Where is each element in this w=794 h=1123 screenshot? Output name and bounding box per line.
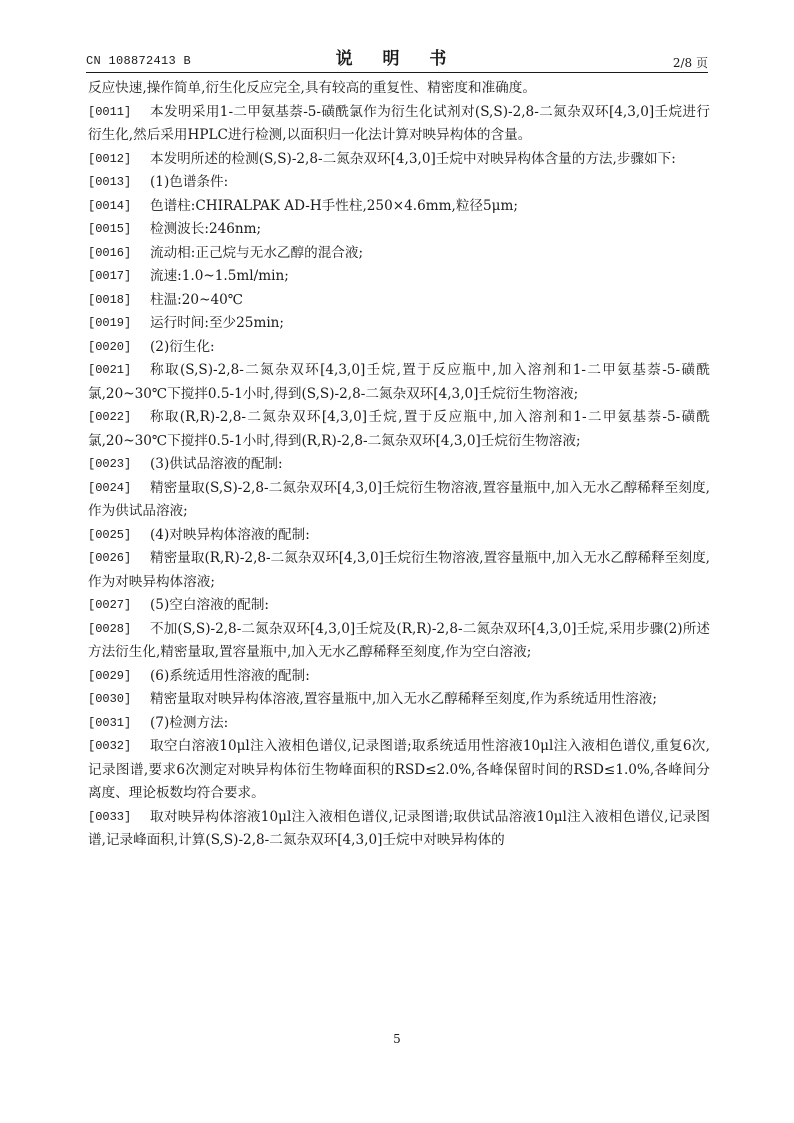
paragraph-code: [0025]	[88, 527, 132, 542]
paragraph-0022	[88, 406, 710, 453]
page-header	[86, 44, 708, 74]
paragraph-text: 流速:1.0~1.5ml/min;	[150, 268, 289, 284]
paragraph-0025	[88, 524, 710, 548]
paragraph-0031	[88, 712, 710, 736]
paragraph-0030	[88, 688, 710, 712]
paragraph-text: 运行时间:至少25min;	[150, 315, 285, 331]
paragraph-text: 精密量取(R,R)-2,8-二氮杂双环[4,3,0]壬烷衍生物溶液,置容量瓶中,加入无水乙醇稀释至刻度,作为对映异构体溶液;	[88, 550, 710, 590]
paragraph-0017	[88, 265, 710, 289]
paragraph-0026	[88, 547, 710, 594]
paragraph-code: [0017]	[88, 269, 132, 283]
paragraph-text: 称取(R,R)-2,8-二氮杂双环[4,3,0]壬烷,置于反应瓶中,加入溶剂和1-二甲氨基萘-5-磺酰氯,20~30℃下搅拌0.5-1小时,得到(R,R)-2,8-二氮杂双环[4,3,0]壬烷衍生物溶液;	[88, 409, 710, 449]
paragraph-text: (7)检测方法:	[150, 714, 229, 731]
paragraph-0016	[88, 242, 710, 266]
paragraph-text: 流动相:正己烷与无水乙醇的混合液;	[150, 244, 364, 261]
paragraph-code: [0011]	[88, 104, 132, 119]
paragraph-code: [0022]	[88, 410, 132, 424]
paragraph-0019	[88, 312, 710, 336]
page-number: 5	[393, 1032, 401, 1046]
paragraph-text: 本发明采用1-二甲氨基萘-5-磺酰氯作为衍生化试剂对(S,S)-2,8-二氮杂双环[4,3,0]壬烷进行衍生化,然后采用HPLC进行检测,以面积归一化法计算对映异构体的含量。	[88, 103, 710, 143]
paragraph-text: 本发明所述的检测(S,S)-2,8-二氮杂双环[4,3,0]壬烷中对映异构体含量的方法,步骤如下:	[150, 150, 676, 167]
paragraph-code: [0027]	[88, 598, 132, 612]
paragraph-0033	[88, 806, 710, 853]
paragraph-text: 取空白溶液10μl注入液相色谱仪,记录图谱;取系统适用性溶液10μl注入液相色谱仪,重复6次,记录图谱,要求6次测定对映异构体衍生物峰面积的RSD≤2.0%,各峰保留时间的RSD≤1.0%,各峰间分离度、理论板数均符合要求。	[88, 738, 710, 801]
paragraph-0028	[88, 618, 710, 665]
paragraph-code: [0028]	[88, 621, 132, 636]
paragraph-0012	[88, 148, 710, 172]
paragraph-text: (2)衍生化:	[150, 338, 215, 355]
paragraph-text: (4)对映异构体溶液的配制:	[150, 526, 310, 543]
paragraph-text: 称取(S,S)-2,8-二氮杂双环[4,3,0]壬烷,置于反应瓶中,加入溶剂和1-二甲氨基萘-5-磺酰氯,20~30℃下搅拌0.5-1小时,得到(S,S)-2,8-二氮杂双环[4,3,0]壬烷衍生物溶液;	[88, 362, 710, 402]
paragraph-text: 精密量取对映异构体溶液,置容量瓶中,加入无水乙醇稀释至刻度,作为系统适用性溶液;	[150, 691, 657, 707]
document-body	[88, 77, 710, 853]
paragraph-0020	[88, 336, 710, 360]
paragraph-0029	[88, 665, 710, 689]
paragraph-text: 检测波长:246nm;	[150, 221, 262, 237]
paragraph-code: [0033]	[88, 809, 132, 824]
paragraph-0024	[88, 477, 710, 524]
paragraph-code: [0020]	[88, 339, 132, 354]
paragraph-0021	[88, 359, 710, 406]
paragraph-code: [0015]	[88, 222, 132, 236]
paragraph-code: [0031]	[88, 715, 132, 730]
paragraph-text: 取对映异构体溶液10μl注入液相色谱仪,记录图谱;取供试品溶液10μl注入液相色谱仪,记录图谱,记录峰面积,计算(S,S)-2,8-二氮杂双环[4,3,0]壬烷中对映异构体的	[88, 808, 710, 848]
paragraph-code: [0012]	[88, 151, 132, 166]
paragraph-code: [0030]	[88, 692, 132, 706]
paragraph-0018	[88, 289, 710, 313]
paragraph-text: 色谱柱:CHIRALPAK AD-H手性柱,250×4.6mm,粒径5μm;	[150, 197, 518, 214]
paragraph-0014	[88, 195, 710, 219]
patent-number: CN 108872413 B	[86, 54, 192, 68]
paragraph-text: (1)色谱条件:	[150, 174, 229, 190]
page-info: 2/8 页	[672, 56, 708, 70]
header-divider	[86, 72, 708, 73]
paragraph-0032	[88, 735, 710, 806]
paragraph-text: (6)系统适用性溶液的配制:	[150, 667, 310, 684]
paragraph-text: 精密量取(S,S)-2,8-二氮杂双环[4,3,0]壬烷衍生物溶液,置容量瓶中,加入无水乙醇稀释至刻度,作为供试品溶液;	[88, 479, 710, 519]
paragraph-0011	[88, 101, 710, 148]
paragraph-code: [0013]	[88, 175, 132, 189]
paragraph-code: [0024]	[88, 480, 132, 495]
paragraph-code: [0019]	[88, 316, 132, 330]
paragraph-code: [0029]	[88, 668, 132, 683]
paragraph-text: (5)空白溶液的配制:	[150, 597, 269, 613]
paragraph-code: [0032]	[88, 739, 132, 753]
paragraph-text: (3)供试品溶液的配制:	[150, 456, 283, 472]
paragraph-code: [0026]	[88, 551, 132, 565]
paragraph-code: [0016]	[88, 245, 132, 260]
paragraph-code: [0021]	[88, 363, 132, 377]
paragraph-code: [0014]	[88, 198, 132, 213]
paragraph-text: 柱温:20~40℃	[150, 291, 243, 308]
document-title: 说 明 书	[335, 49, 459, 69]
paragraph-0027	[88, 594, 710, 618]
paragraph-0015	[88, 218, 710, 242]
paragraph-code: [0018]	[88, 292, 132, 307]
intro-text: 反应快速,操作简单,衍生化反应完全,具有较高的重复性、精密度和准确度。	[88, 80, 536, 96]
paragraph-0023	[88, 453, 710, 477]
paragraph-0013	[88, 171, 710, 195]
paragraph-text: 不加(S,S)-2,8-二氮杂双环[4,3,0]壬烷及(R,R)-2,8-二氮杂双环[4,3,0]壬烷,采用步骤(2)所述方法衍生化,精密量取,置容量瓶中,加入无水乙醇稀释至刻度,作为空白溶液;	[88, 620, 710, 660]
paragraph-code: [0023]	[88, 457, 132, 471]
